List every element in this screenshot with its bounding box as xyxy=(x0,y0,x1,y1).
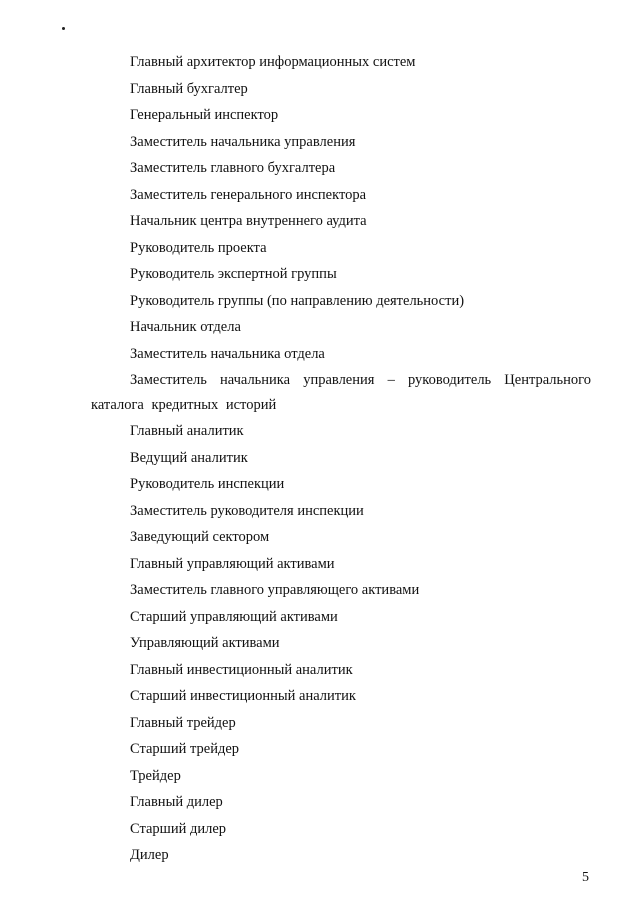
list-item: Заместитель начальника управления xyxy=(130,133,356,150)
list-item: Старший инвестиционный аналитик xyxy=(130,688,356,704)
list-item: Заместитель начальника отдела xyxy=(130,345,325,362)
list-item: Генеральный инспектор xyxy=(130,107,279,123)
list-item: Ведущий аналитик xyxy=(130,449,248,466)
list-item: Главный аналитик xyxy=(130,423,244,439)
list-item: Заместитель генерального инспектора xyxy=(130,186,367,203)
list-item: Руководитель группы (по направлению деятельности) xyxy=(130,292,465,309)
page-number: 5 xyxy=(582,870,589,885)
list-item: Главный управляющий активами xyxy=(130,555,335,572)
list-item: Главный инвестиционный аналитик xyxy=(130,661,353,678)
list-item-wrapped: Заместитель начальника управления – руководитель Центрального каталога кредитных историй xyxy=(91,372,591,413)
list-item: Главный бухгалтер xyxy=(130,80,248,97)
list-item: Дилер xyxy=(130,847,169,863)
list-item: Главный архитектор информационных систем xyxy=(130,54,416,70)
list-item: Начальник отдела xyxy=(130,319,241,335)
list-item: Главный дилер xyxy=(130,794,223,810)
list-item: Заместитель руководителя инспекции xyxy=(130,502,364,519)
list-item: Заведующий сектором xyxy=(130,529,270,545)
list-item: Заместитель главного управляющего активами xyxy=(130,582,420,598)
list-item: Руководитель экспертной группы xyxy=(130,266,337,282)
list-item: Трейдер xyxy=(130,767,181,784)
list-item: Главный трейдер xyxy=(130,714,236,731)
list-item: Управляющий активами xyxy=(130,635,280,651)
scan-dot xyxy=(62,27,65,30)
list-item: Заместитель главного бухгалтера xyxy=(130,160,336,176)
list-item: Начальник центра внутреннего аудита xyxy=(130,213,367,229)
list-item: Старший трейдер xyxy=(130,741,240,757)
list-item: Старший управляющий активами xyxy=(130,608,338,625)
list-item: Руководитель проекта xyxy=(130,239,267,256)
list-item: Старший дилер xyxy=(130,820,227,837)
list-item: Руководитель инспекции xyxy=(130,476,285,492)
position-list xyxy=(91,53,591,873)
